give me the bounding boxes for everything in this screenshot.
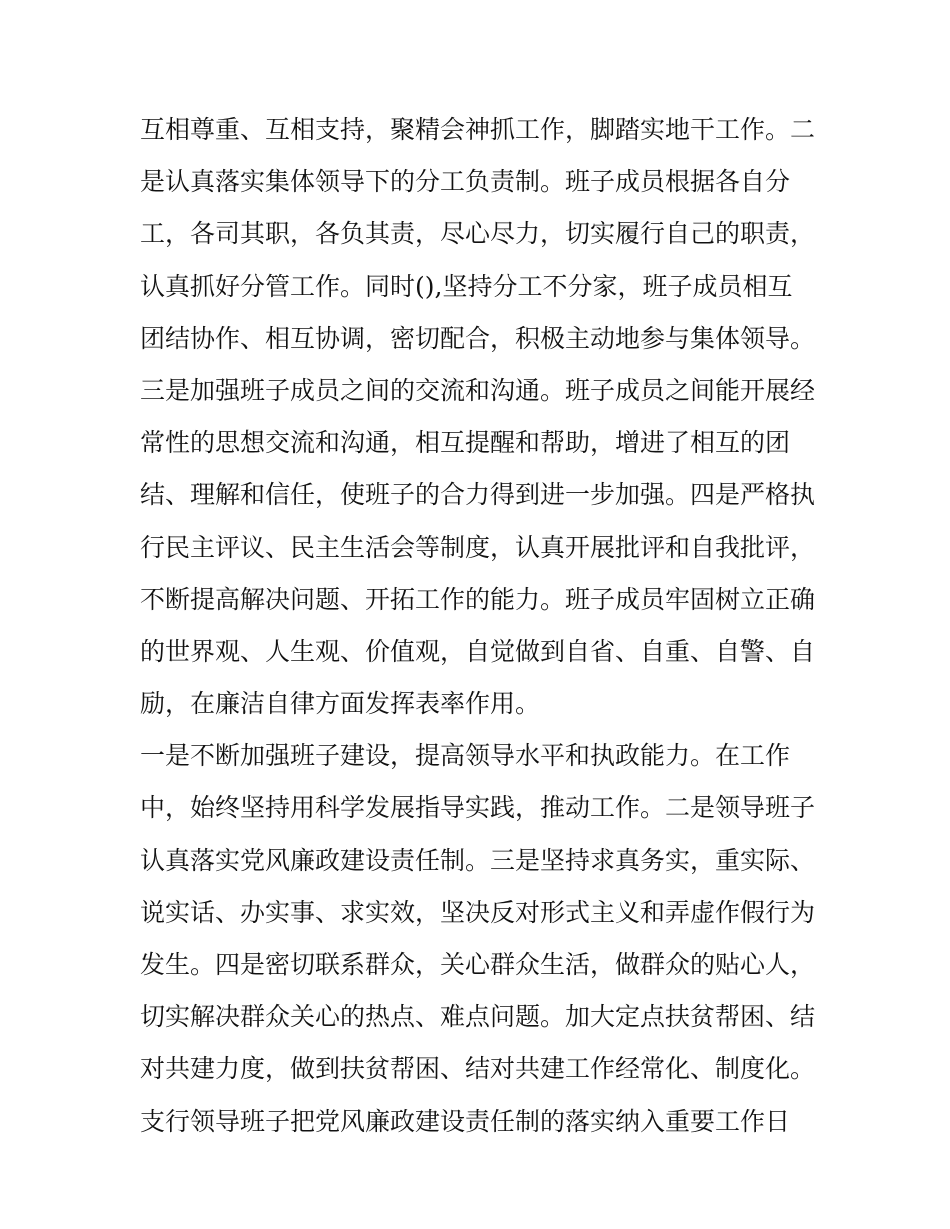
text-line: 切实解决群众关心的热点、难点问题。加大定点扶贫帮困、结 xyxy=(140,1002,816,1032)
text-line: 团结协作、相互协调，密切配合，积极主动地参与集体领导。 xyxy=(140,323,816,353)
text-line: 是认真落实集体领导下的分工负责制。班子成员根据各自分 xyxy=(140,167,791,197)
text-line: 互相尊重、互相支持，聚精会神抓工作，脚踏实地干工作。二 xyxy=(140,115,816,144)
body-text xyxy=(140,104,820,1148)
text-line: 支行领导班子把党风廉政建设责任制的落实纳入重要工作日 xyxy=(140,1106,791,1136)
text-line: 工，各司其职，各负其责，尽心尽力，切实履行自己的职责， xyxy=(140,219,816,249)
text-line: 认真落实党风廉政建设责任制。三是坚持求真务实，重实际、 xyxy=(140,845,816,875)
text-line: 认真抓好分管工作。同时(),坚持分工不分家，班子成员相互 xyxy=(140,271,793,301)
text-line: 对共建力度，做到扶贫帮困、结对共建工作经常化、制度化。 xyxy=(140,1054,816,1084)
text-line: 说实话、办实事、求实效，坚决反对形式主义和弄虚作假行为 xyxy=(140,897,816,927)
text-line: 结、理解和信任，使班子的合力得到进一步加强。四是严格执 xyxy=(140,480,816,510)
text-line: 中，始终坚持用科学发展指导实践，推动工作。二是领导班子 xyxy=(140,793,816,823)
text-line: 常性的思想交流和沟通，相互提醒和帮助，增进了相互的团 xyxy=(140,428,791,458)
text-line: 三是加强班子成员之间的交流和沟通。班子成员之间能开展经 xyxy=(140,375,816,405)
text-line: 的世界观、人生观、价值观，自觉做到自省、自重、自警、自 xyxy=(140,636,816,666)
text-line: 一是不断加强班子建设，提高领导水平和执政能力。在工作 xyxy=(140,741,791,771)
text-line: 励，在廉洁自律方面发挥表率作用。 xyxy=(140,689,541,719)
text-line: 行民主评议、民主生活会等制度，认真开展批评和自我批评， xyxy=(140,532,816,562)
text-line: 发生。四是密切联系群众，关心群众生活，做群众的贴心人， xyxy=(140,950,816,979)
text-line: 不断提高解决问题、开拓工作的能力。班子成员牢固树立正确 xyxy=(140,584,816,614)
